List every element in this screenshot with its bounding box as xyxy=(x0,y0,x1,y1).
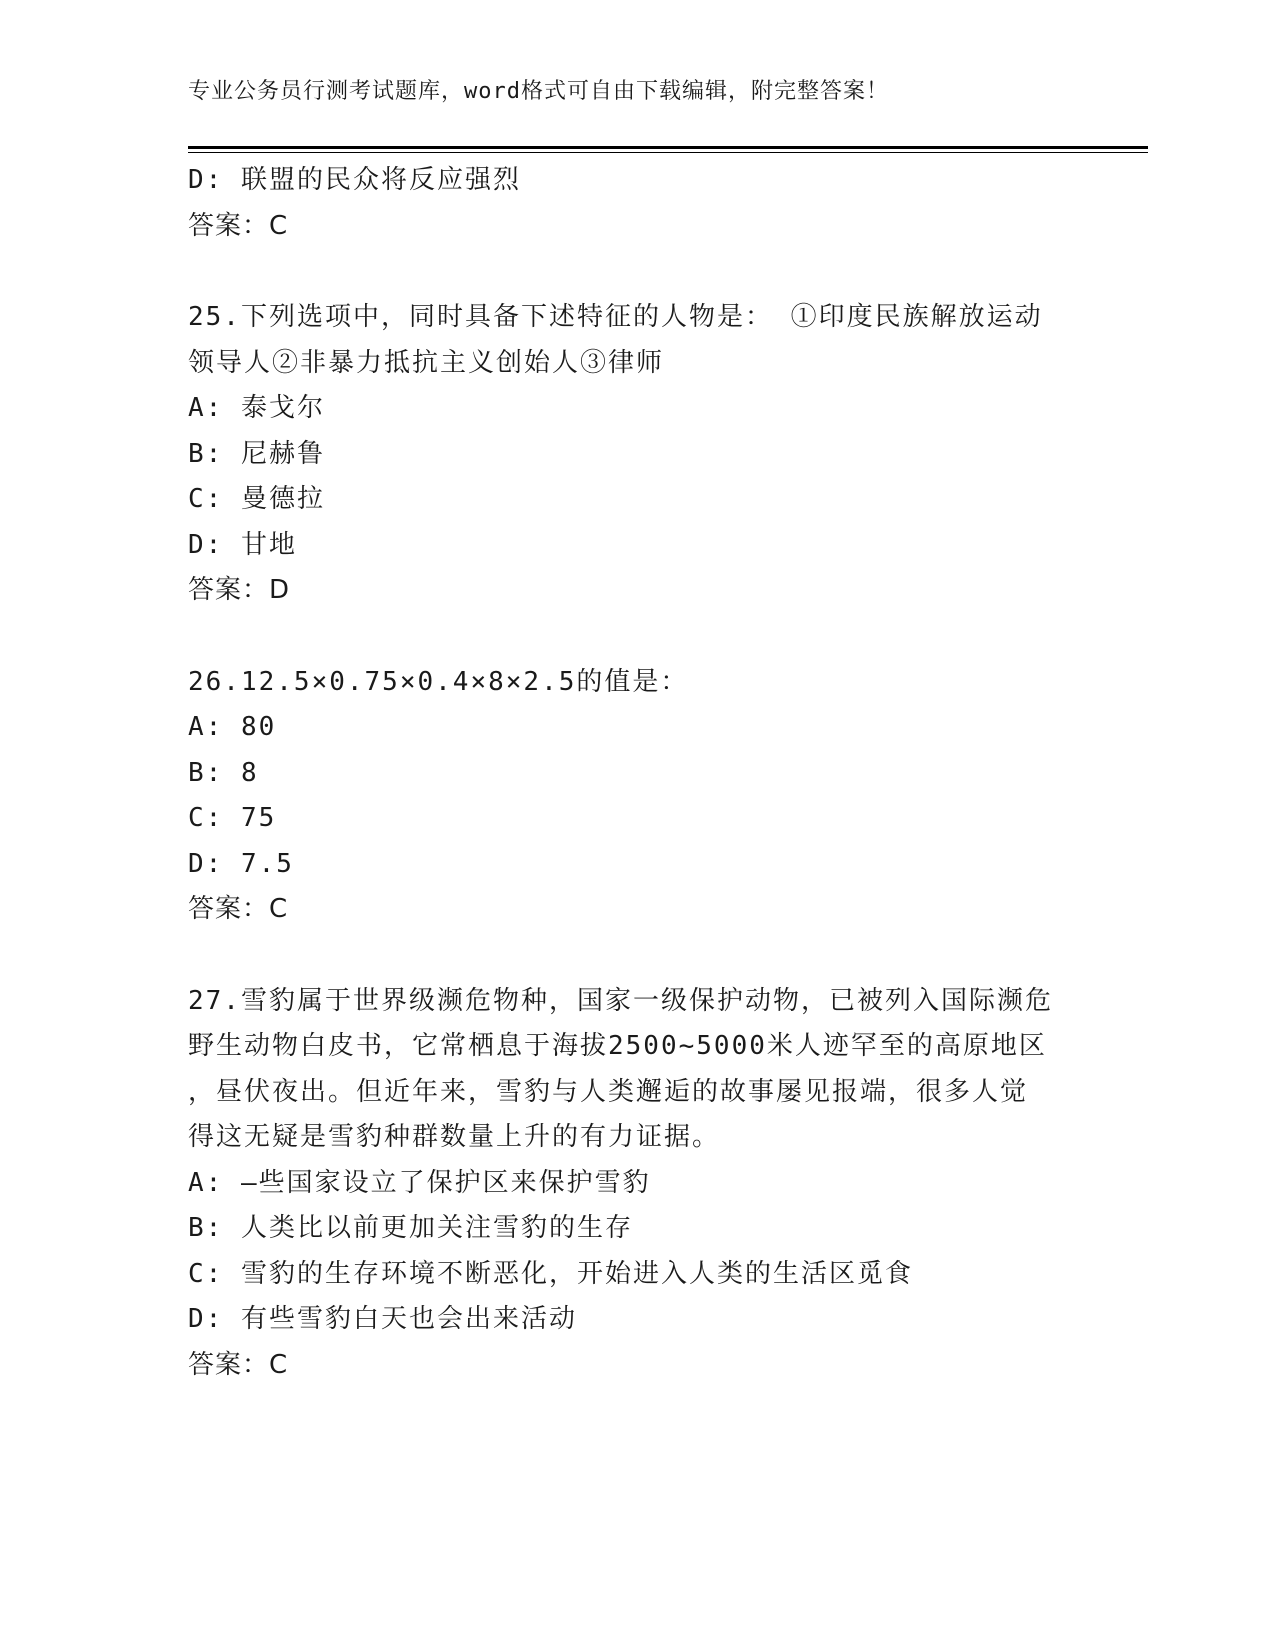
option-d: D: 联盟的民众将反应强烈 xyxy=(188,165,521,195)
spacer xyxy=(188,249,1088,295)
document-content xyxy=(188,158,1088,1388)
spacer xyxy=(188,614,1088,660)
question-27 xyxy=(188,979,1088,1389)
answer: 答案：C xyxy=(188,894,289,924)
option-a: A: 泰戈尔 xyxy=(188,393,325,423)
question-stem: 27.雪豹属于世界级濒危物种，国家一级保护动物，已被列入国际濒危 xyxy=(188,985,1053,1016)
answer: 答案：C xyxy=(188,210,289,241)
header-rule-thick xyxy=(188,146,1148,149)
question-25 xyxy=(188,295,1088,614)
question-stem: 野生动物白皮书，它常栖息于海拔2500~5000米人迹罕至的高原地区 xyxy=(188,1031,1047,1061)
option-b: B: 人类比以前更加关注雪豹的生存 xyxy=(188,1213,633,1243)
question-stem: 26.12.5×0.75×0.4×8×2.5的值是： xyxy=(188,666,689,697)
page-header: 专业公务员行测考试题库，word格式可自由下载编辑，附完整答案！ xyxy=(188,79,889,104)
option-c: C: 雪豹的生存环境不断恶化，开始进入人类的生活区觅食 xyxy=(188,1258,913,1289)
question-24-tail xyxy=(188,158,1088,249)
option-b: B: 尼赫鲁 xyxy=(188,438,325,469)
option-c: C: 75 xyxy=(188,803,277,833)
answer: 答案：C xyxy=(188,1349,289,1380)
option-d: D: 有些雪豹白天也会出来活动 xyxy=(188,1304,577,1334)
option-d: D: 甘地 xyxy=(188,529,297,560)
header-rule-thin xyxy=(188,152,1148,153)
question-stem: 25.下列选项中，同时具备下述特征的人物是： ①印度民族解放运动 xyxy=(188,302,1043,332)
question-26 xyxy=(188,660,1088,933)
option-a: A: 80 xyxy=(188,712,277,742)
question-stem: ，昼伏夜出。但近年来，雪豹与人类邂逅的故事屡见报端，很多人觉 xyxy=(188,1076,1029,1107)
question-stem: 领导人②非暴力抵抗主义创始人③律师 xyxy=(188,347,665,378)
option-d: D: 7.5 xyxy=(188,848,294,879)
answer: 答案：D xyxy=(188,575,291,605)
option-b: B: 8 xyxy=(188,757,259,788)
spacer xyxy=(188,933,1088,979)
option-a: A: —些国家设立了保护区来保护雪豹 xyxy=(188,1167,651,1198)
question-stem: 得这无疑是雪豹种群数量上升的有力证据。 xyxy=(188,1122,721,1152)
option-c: C: 曼德拉 xyxy=(188,484,325,514)
